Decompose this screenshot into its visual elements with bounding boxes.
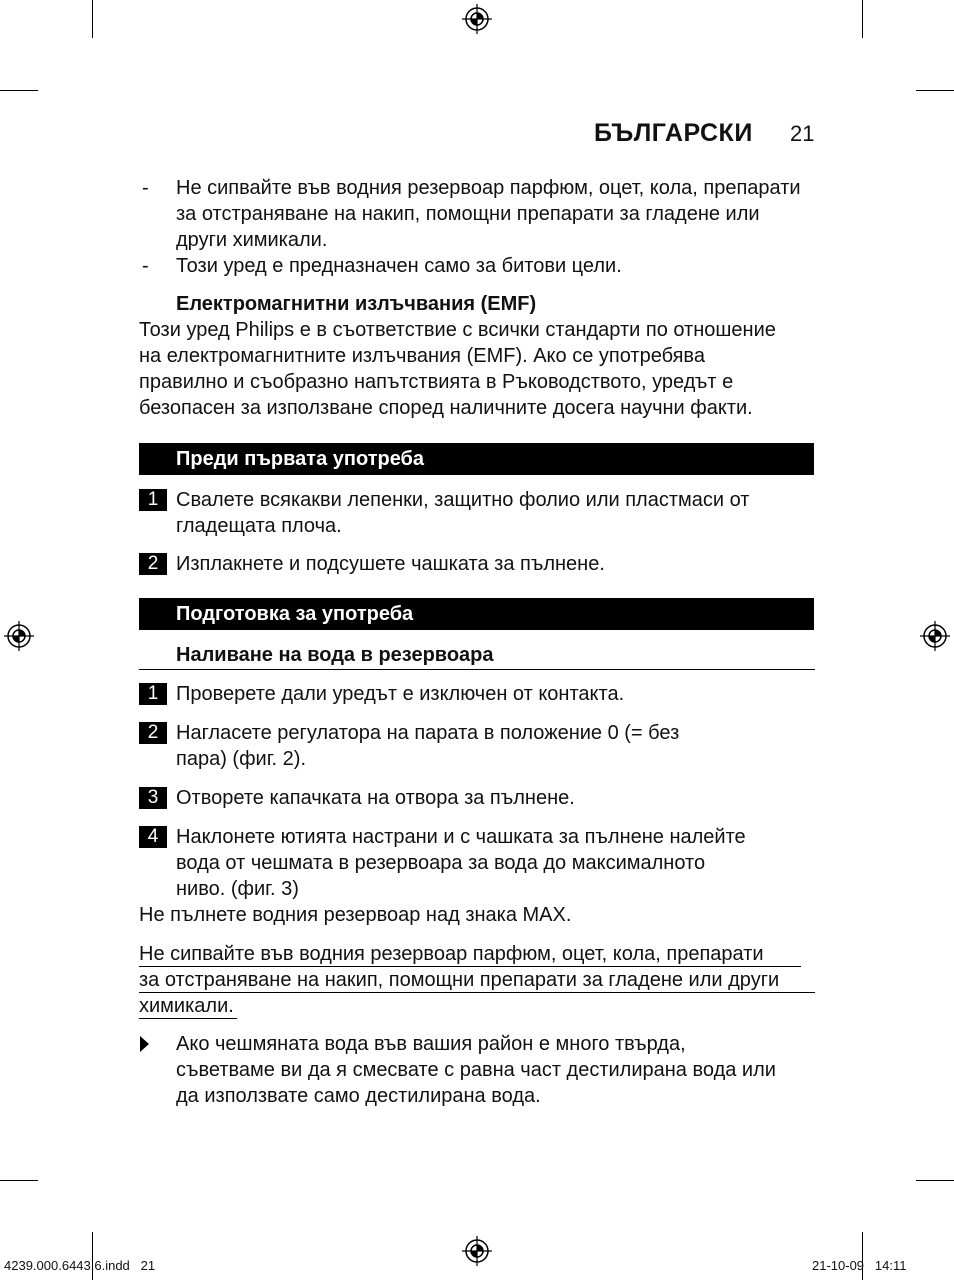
step-number: 2 — [139, 553, 167, 575]
text-line: правилно и съобразно напътствията в Ръководството, уредът е — [139, 371, 734, 393]
emf-heading: Електромагнитни излъчвания (EMF) — [176, 293, 537, 315]
step-text — [176, 785, 816, 811]
step-text — [176, 551, 816, 577]
text-line: пара) (фиг. 2). — [176, 748, 307, 770]
text-line: Наклонете ютията настрани и с чашката за пълнене налейте — [176, 826, 746, 848]
text-line: ниво. (фиг. 3) — [176, 878, 299, 900]
crop-mark — [862, 0, 863, 38]
text-line: съветваме ви да я смесвате с равна част дестилирана вода или — [176, 1059, 776, 1081]
crop-mark — [916, 1180, 954, 1181]
text-line: Нагласете регулатора на парата в положение 0 (= без — [176, 722, 680, 744]
registration-mark-icon — [920, 621, 950, 651]
list-marker: - — [142, 177, 149, 199]
text-line: Не сипвайте във водния резервоар парфюм, оцет, кола, препарати — [176, 177, 801, 199]
text-line: Ако чешмяната вода във вашия район е много твърда, — [176, 1033, 686, 1055]
emf-paragraph — [139, 317, 829, 421]
registration-mark-icon — [462, 1236, 492, 1266]
registration-mark-icon — [4, 621, 34, 651]
text-line: за отстраняване на накип, помощни препарати за гладене или — [176, 203, 760, 225]
crop-mark — [92, 0, 93, 38]
step-text — [176, 720, 816, 772]
text-line: Този уред е предназначен само за битови цели. — [176, 255, 622, 277]
text-line: безопасен за използване според наличните досега научни факти. — [139, 397, 753, 419]
underlined-warning-line: химикали. — [139, 995, 234, 1017]
footer-file-info: 4239.000.6443.6.indd 21 — [4, 1258, 156, 1273]
text-line: да използвате само дестилирана вода. — [176, 1085, 541, 1107]
tip-text — [176, 1031, 816, 1109]
subheading-filling-water: Наливане на вода в резервоара — [176, 644, 494, 666]
text-line: на електромагнитните излъчвания (EMF). Ако се употребява — [139, 345, 705, 367]
text-line: Проверете дали уредът е изключен от контакта. — [176, 683, 625, 705]
step-number: 3 — [139, 787, 167, 809]
section-title: Преди първата употреба — [176, 448, 425, 470]
footer-timestamp: 21-10-09 14:11 — [812, 1258, 907, 1273]
warning-item — [176, 253, 821, 279]
crop-mark — [0, 90, 38, 91]
warning-item — [176, 175, 821, 253]
crop-mark — [916, 90, 954, 91]
text-line: други химикали. — [176, 229, 328, 251]
text-line: гладещата плоча. — [176, 515, 342, 537]
section-title: Подготовка за употреба — [176, 603, 414, 625]
text-line: вода от чешмата в резервоара за вода до максималното — [176, 852, 706, 874]
step-text — [176, 681, 816, 707]
section-bar-before-first-use — [139, 443, 814, 475]
text-line: Този уред Philips е в съответствие с всички стандарти по отношение — [139, 319, 776, 341]
registration-mark-icon — [462, 4, 492, 34]
step-number: 1 — [139, 489, 167, 511]
underlined-warning-line: за отстраняване на накип, помощни препарати за гладене или други — [139, 969, 780, 991]
text-line: Свалете всякакви лепенки, защитно фолио или пластмаси от — [176, 489, 750, 511]
underlined-warning-line: Не сипвайте във водния резервоар парфюм, оцет, кола, препарати — [139, 943, 764, 965]
step-text — [176, 824, 816, 902]
underline-rule — [139, 1018, 237, 1019]
subheading-rule — [139, 669, 815, 670]
page-number: 21 — [790, 121, 815, 146]
step-text — [176, 487, 816, 539]
underline-rule — [139, 992, 815, 993]
tip-bullet-icon — [140, 1036, 150, 1057]
section-bar-preparation — [139, 598, 814, 630]
text-line: Изплакнете и подсушете чашката за пълнене. — [176, 553, 605, 575]
note-max-mark: Не пълнете водния резервоар над знака MAX. — [139, 904, 572, 926]
text-line: Отворете капачката на отвора за пълнене. — [176, 787, 575, 809]
step-number: 1 — [139, 683, 167, 705]
crop-mark — [0, 1180, 38, 1181]
page-language-heading: БЪЛГАРСКИ — [594, 119, 753, 147]
list-marker: - — [142, 255, 149, 277]
step-number: 2 — [139, 722, 167, 744]
step-number: 4 — [139, 826, 167, 848]
